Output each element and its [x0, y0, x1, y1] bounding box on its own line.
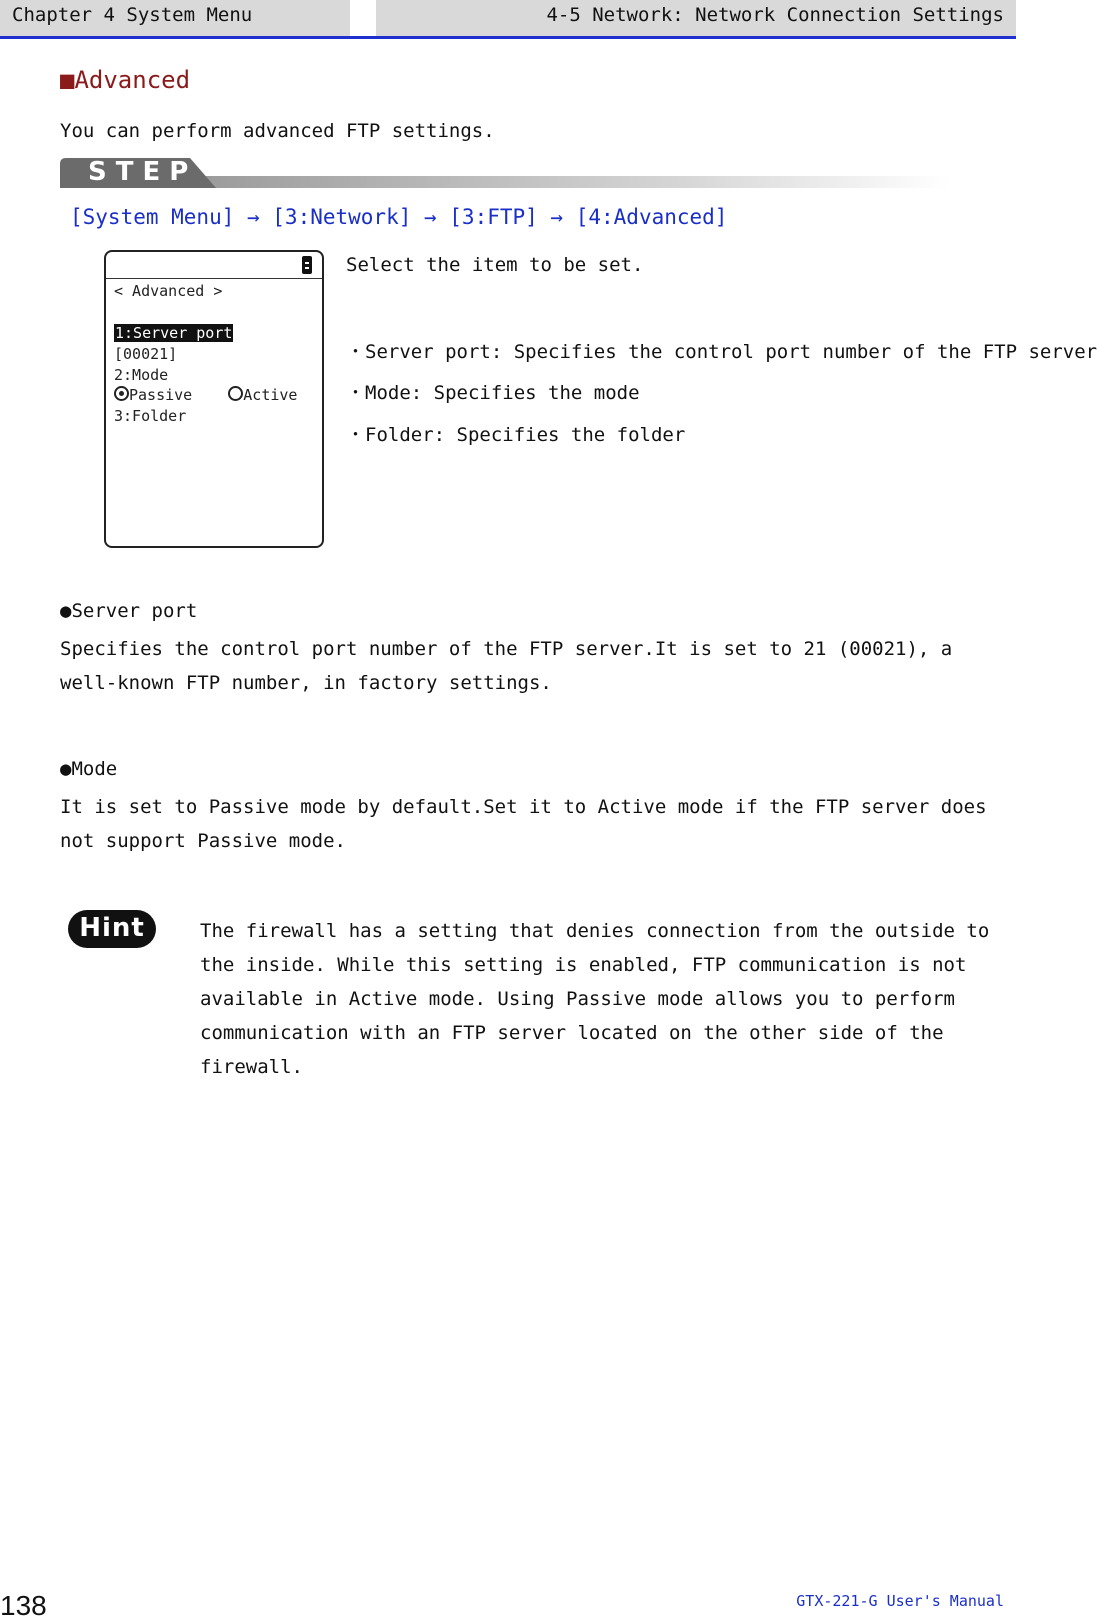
- device-screen: [104, 250, 324, 548]
- manual-name: GTX-221-G User's Manual: [796, 1592, 1004, 1610]
- radio-selected-icon[interactable]: [114, 386, 129, 401]
- side-bullet-mode: ・Mode: Specifies the mode: [346, 382, 640, 404]
- hint-label: Hint: [79, 913, 145, 943]
- side-bullet-folder: ・Folder: Specifies the folder: [346, 424, 686, 446]
- page-number: 138: [0, 1590, 47, 1621]
- header-divider: [350, 0, 376, 36]
- server-port-value: [00021]: [114, 345, 178, 363]
- side-bullet-server-port: ・Server port: Specifies the control port number of the FTP server: [346, 341, 1097, 363]
- menu-item-mode[interactable]: 2:Mode: [114, 366, 169, 384]
- menu-item-server-port[interactable]: [114, 324, 233, 342]
- status-bar-divider: [106, 278, 322, 279]
- server-port-heading: ●Server port: [60, 600, 198, 622]
- section-header-title: 4-5 Network: Network Connection Settings: [546, 4, 1004, 26]
- side-intro: Select the item to be set.: [346, 254, 644, 276]
- screen-title: < Advanced >: [114, 282, 223, 300]
- server-port-text: Specifies the control port number of the FTP server.It is set to 21 (00021), a well-known FTP number, in factory settings.: [60, 638, 953, 694]
- option-active-label: Active: [243, 386, 298, 404]
- menu-path: [System Menu] → [3:Network] → [3:FTP] → [4:Advanced]: [70, 205, 728, 229]
- option-passive-label: Passive: [129, 386, 193, 404]
- menu-item-server-port-label: 1:Server port: [115, 324, 233, 342]
- mode-options: [114, 386, 297, 404]
- section-description: You can perform advanced FTP settings.: [60, 120, 495, 142]
- hint-text: The firewall has a setting that denies connection from the outside to the inside. While this setting is enabled, FTP communication is not available in Active mode. Using Passive mode allows you to perform communication with an FTP server located on the other side of the firewall.: [200, 920, 990, 1078]
- hint-badge: [68, 910, 156, 948]
- section-title: ■Advanced: [60, 66, 191, 94]
- chapter-title: Chapter 4 System Menu: [12, 4, 253, 26]
- mode-heading: ●Mode: [60, 758, 118, 780]
- battery-icon: [302, 256, 312, 274]
- mode-text: It is set to Passive mode by default.Set it to Active mode if the FTP server does not support Passive mode.: [60, 796, 987, 852]
- menu-item-folder[interactable]: 3:Folder: [114, 407, 187, 425]
- radio-unselected-icon[interactable]: [228, 386, 243, 401]
- step-label: STEP: [88, 157, 198, 187]
